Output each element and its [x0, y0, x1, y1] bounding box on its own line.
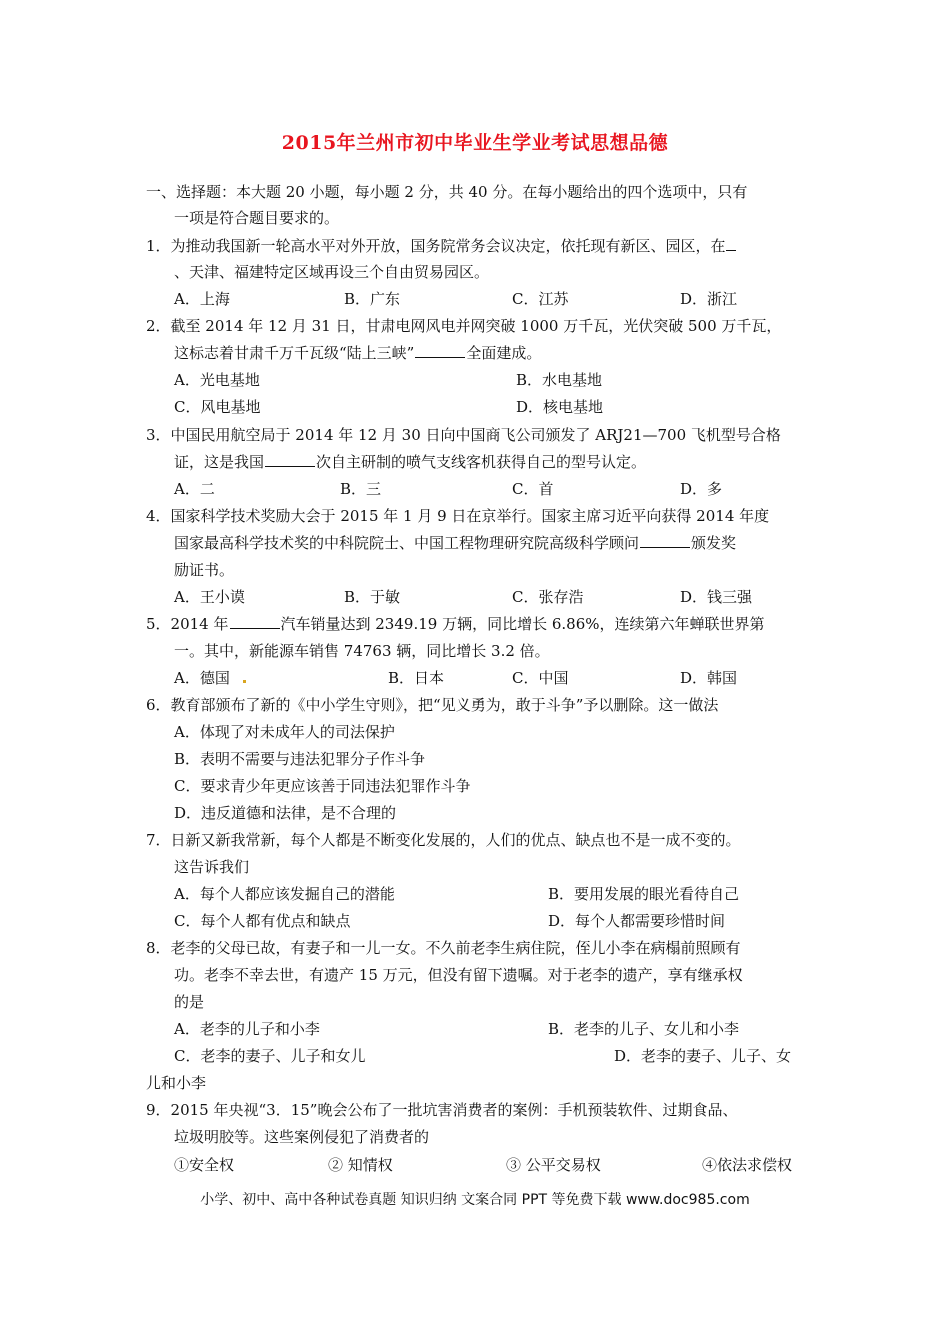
option-2a: A．光电基地 [174, 371, 260, 389]
option-6d: D．违反道德和法律，是不合理的 [174, 804, 397, 822]
option-2b: B．水电基地 [516, 371, 603, 389]
page-title: 2015年兰州市初中毕业生学业考试思想品德 [281, 132, 669, 154]
option-8b: B．老李的儿子、女儿和小李 [548, 1020, 740, 1038]
footer-note: 小学、初中、高中各种试卷真题 知识归纳 文案合同 PPT 等免费下载 www.doc985.com [200, 1192, 750, 1208]
option-3a: A．二 [174, 480, 215, 498]
option-5a: A．德国 [174, 669, 230, 687]
question-1 [146, 236, 736, 256]
section-instructions: 一、选择题：本大题 20 小题，每小题 2 分，共 40 分。在每小题给出的四个选项中，只有 [146, 183, 748, 201]
option-6c: C．要求青少年更应该善于同违法犯罪作斗争 [174, 777, 471, 795]
option-7d: D．每个人都需要珍惜时间 [548, 912, 726, 930]
option-9-4: ④依法求偿权 [702, 1156, 793, 1174]
option-3b: B．三 [340, 480, 382, 498]
answer-blank [726, 236, 736, 251]
option-7c: C．每个人都有优点和缺点 [174, 912, 351, 930]
option-2c: C．风电基地 [174, 398, 261, 416]
question-3-cont [174, 452, 646, 472]
option-8c: C．老李的妻子、儿子和女儿 [174, 1047, 366, 1065]
answer-blank [265, 452, 315, 467]
option-5d: D．韩国 [680, 669, 738, 687]
question-3-text-b: 次自主研制的喷气支线客机获得自己的型号认定。 [316, 453, 647, 471]
option-6b: B．表明不需要与违法犯罪分子作斗争 [174, 750, 426, 768]
option-4b: B．于敏 [344, 588, 401, 606]
question-9-cont: 垃圾明胶等。这些案例侵犯了消费者的 [174, 1128, 430, 1146]
question-3-text-a: 证，这是我国 [174, 453, 265, 471]
option-5b: B．日本 [388, 669, 445, 687]
question-5-text-b: 汽车销量达到 2349.19 万辆，同比增长 6.86%，连续第六年蝉联世界第 [280, 615, 765, 633]
answer-blank [230, 614, 280, 629]
question-2-text-a: 这标志着甘肃千万千瓦级“陆上三峡” [174, 344, 415, 362]
option-4c: C．张存浩 [512, 588, 584, 606]
question-4-text-a: 国家最高科学技术奖的中科院院士、中国工程物理研究院高级科学顾问 [174, 534, 640, 552]
option-8d-wrap: 儿和小李 [146, 1074, 207, 1092]
option-4d: D．钱三强 [680, 588, 753, 606]
option-3c: C．首 [512, 480, 554, 498]
question-8-cont: 功。老李不幸去世，有遗产 15 万元，但没有留下遗嘱。对于老李的遗产，享有继承权 [174, 966, 743, 984]
option-1a: A．上海 [174, 290, 230, 308]
answer-blank [415, 343, 465, 358]
question-2-text-b: 全面建成。 [466, 344, 542, 362]
option-9-3: ③ 公平交易权 [506, 1156, 601, 1174]
question-1-text: 1．为推动我国新一轮高水平对外开放，国务院常务会议决定，依托现有新区、园区，在 [146, 237, 726, 255]
question-5-cont: 一。其中，新能源车销售 74763 辆，同比增长 3.2 倍。 [174, 642, 550, 660]
question-6: 6．教育部颁布了新的《中小学生守则》，把“见义勇为，敢于斗争”予以删除。这一做法 [146, 696, 719, 714]
option-6a: A．体现了对未成年人的司法保护 [174, 723, 395, 741]
option-5c: C．中国 [512, 669, 569, 687]
option-4a: A．王小谟 [174, 588, 245, 606]
option-7b: B．要用发展的眼光看待自己 [548, 885, 740, 903]
option-8a: A．老李的儿子和小李 [174, 1020, 320, 1038]
question-1-cont: 、天津、福建特定区域再设三个自由贸易园区。 [174, 263, 490, 281]
question-4: 4．国家科学技术奖励大会于 2015 年 1 月 9 日在京举行。国家主席习近平向获得 2014 年度 [146, 507, 770, 525]
question-4-cont [174, 533, 736, 553]
question-8: 8．老李的父母已故，有妻子和一儿一女。不久前老李生病住院，侄儿小李在病榻前照顾有 [146, 939, 741, 957]
option-1c: C．江苏 [512, 290, 569, 308]
option-1d: D．浙江 [680, 290, 738, 308]
section-instructions-cont: 一项是符合题目要求的。 [174, 209, 340, 227]
question-7-cont: 这告诉我们 [174, 858, 250, 876]
option-9-2: ② 知情权 [328, 1156, 393, 1174]
question-3: 3．中国民用航空局于 2014 年 12 月 30 日向中国商飞公司颁发了 ARJ21—700 飞机型号合格 [146, 426, 781, 444]
question-9: 9．2015 年央视“3．15”晚会公布了一批坑害消费者的案例：手机预装软件、过期食品、 [146, 1101, 738, 1119]
question-7: 7．日新又新我常新，每个人都是不断变化发展的，人们的优点、缺点也不是一成不变的。 [146, 831, 741, 849]
question-8-cont2: 的是 [174, 993, 205, 1011]
question-4-text-b: 颁发奖 [691, 534, 737, 552]
question-2-cont [174, 343, 541, 363]
option-1b: B．广东 [344, 290, 401, 308]
question-5 [146, 614, 765, 634]
question-2: 2．截至 2014 年 12 月 31 日，甘肃电网风电并网突破 1000 万千瓦，光伏突破 500 万千瓦， [146, 317, 782, 335]
option-2d: D．核电基地 [516, 398, 604, 416]
option-8d: D．老李的妻子、儿子、女 [614, 1047, 792, 1065]
question-5-text-a: 5．2014 年 [146, 615, 229, 633]
option-7a: A．每个人都应该发掘自己的潜能 [174, 885, 395, 903]
option-9-1: ①安全权 [174, 1156, 235, 1174]
mark-dot [243, 680, 246, 683]
option-3d: D．多 [680, 480, 723, 498]
question-4-cont2: 励证书。 [174, 561, 235, 579]
answer-blank [640, 533, 690, 548]
